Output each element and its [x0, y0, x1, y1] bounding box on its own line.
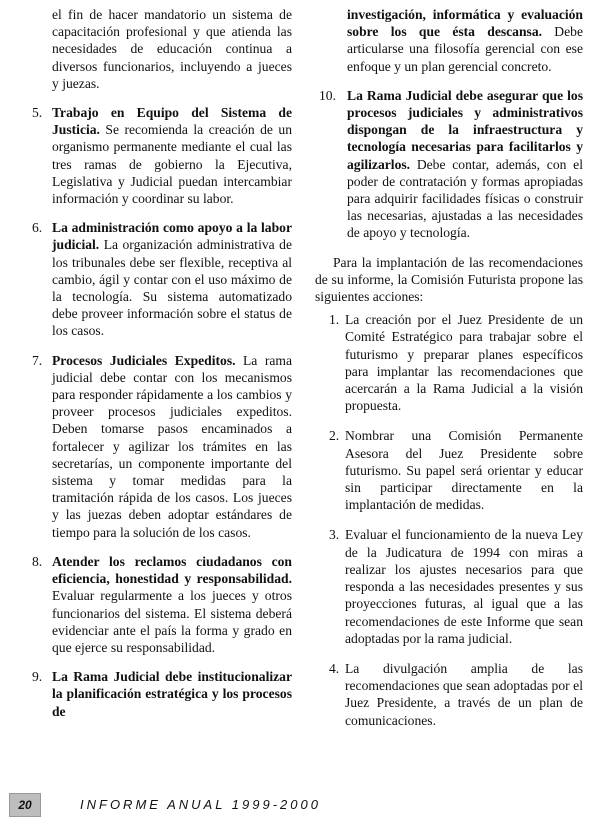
item-text: Debe contar, además, con el poder de contratación y formas apropiadas para adquirir facilidades físicas o construir las necesarias, ajustadas a las necesidades de apoyo y tecnología.	[347, 156, 583, 241]
action-number: 2.	[329, 428, 340, 444]
list-item-10	[315, 87, 583, 242]
continuation-text	[315, 6, 583, 75]
item-number: 10.	[319, 87, 336, 103]
item-heading: Procesos Judiciales Expeditos.	[52, 352, 236, 368]
actions-list	[315, 311, 583, 728]
list-item-5	[20, 104, 292, 207]
item-heading: La Rama Judicial debe asegurar que los procesos judiciales y administrativos dispongan de la infraestructura y tecnología necesarias para facilitarlos y agilizarlos.	[347, 87, 583, 172]
action-number: 4.	[329, 660, 340, 676]
item-heading: Atender los reclamos ciudadanos con eficiencia, honestidad y responsabilidad.	[52, 553, 292, 587]
intro-paragraph: Para la implantación de las recomendaciones de su informe, la Comisión Futurista propone las siguientes acciones:	[315, 254, 583, 305]
item-number: 8.	[32, 553, 43, 569]
action-text: Nombrar una Comisión Permanente Asesora del Juez Presidente sobre futurismo. Su papel será orientar y educar sin participar directamente en la implantación de medidas.	[345, 428, 583, 513]
continuation-body: Debe articularse una filosofía gerencial con ese enfoque y un plan gerencial concreto.	[347, 24, 583, 74]
action-number: 3.	[329, 527, 340, 543]
item-text: La rama judicial debe contar con los mecanismos para responder rápidamente a los cambios y proveer procesos judiciales expeditos. Deben tomarse pasos encaminados a fortalecer y agilizar los trámites en las secretarías, un componente importante del sistema y tomar medidas para la tramitación rápida de los casos. Los jueces y las juezas deben adoptar estándares de tiempo para la solución de los casos.	[52, 352, 292, 540]
list-item-9	[20, 668, 292, 720]
item-text: Se recomienda la creación de un organismo permanente mediante el cual las tres ramas de gobierno la Ejecutiva, Legislativa y Judicial puedan intercambiar información y coordinar su labor.	[52, 122, 292, 207]
item-text: Evaluar regularmente a los jueces y otros funcionarios del sistema. El sistema deberá evidenciar ante el país la forma y grado en que ejerce su responsabilidad.	[52, 588, 292, 655]
page-footer	[0, 793, 598, 821]
list-item-8	[20, 553, 292, 656]
action-number: 1.	[329, 312, 340, 328]
action-item-2	[315, 427, 583, 513]
continuation-text: el fin de hacer mandatorio un sistema de capacitación profesional y que atienda las necesidades de educación continua a diversos funcionarios, incluyendo a jueces y juezas.	[52, 7, 292, 91]
action-text: La divulgación amplia de las recomendaciones que sean adoptadas por el Juez Presidente, a través de un plan de comunicaciones.	[345, 660, 583, 728]
action-item-1	[315, 311, 583, 414]
item-number: 5.	[32, 105, 43, 121]
action-item-4	[315, 660, 583, 729]
item-number: 7.	[32, 352, 43, 368]
item-heading: Trabajo en Equipo del Sistema de Justicia.	[52, 105, 292, 138]
item-number: 9.	[32, 669, 43, 685]
action-text: La creación por el Juez Presidente de un Comité Estratégico para trabajar sobre el futurismo y preparar planes específicos para implantar las recomendaciones que acercarán a la Rama Judicial a la visión propuesta.	[345, 312, 583, 414]
continuation-heading: investigación, informática y evaluación sobre los que ésta descansa.	[347, 7, 583, 40]
item-heading: La administración como apoyo a la labor judicial.	[52, 220, 292, 253]
page-number: 20	[9, 793, 41, 817]
action-item-3	[315, 526, 583, 646]
right-column	[315, 6, 583, 742]
item-text: La organización administrativa de los tribunales debe ser flexible, receptiva al cambio, ágil y contar con el uso máximo de la tecnología. Su sistema automatizado debe proveer información sobre el status de los casos.	[52, 237, 292, 339]
action-text: Evaluar el funcionamiento de la nueva Ley de la Judicatura de 1994 con miras a realizar los ajustes necesarios para que responda a las necesidades presentes y sus proyecciones futuras, al igual que a las recomendaciones de este Informe que sean adoptadas por la rama judicial.	[345, 527, 583, 646]
footer-title: INFORME ANUAL 1999-2000	[80, 797, 321, 812]
item-heading: La Rama Judicial debe institucionalizar la planificación estratégica y los procesos de	[52, 669, 292, 719]
list-item-7	[20, 352, 292, 541]
list-item-6	[20, 219, 292, 339]
left-column	[20, 6, 292, 732]
item-number: 6.	[32, 220, 43, 236]
